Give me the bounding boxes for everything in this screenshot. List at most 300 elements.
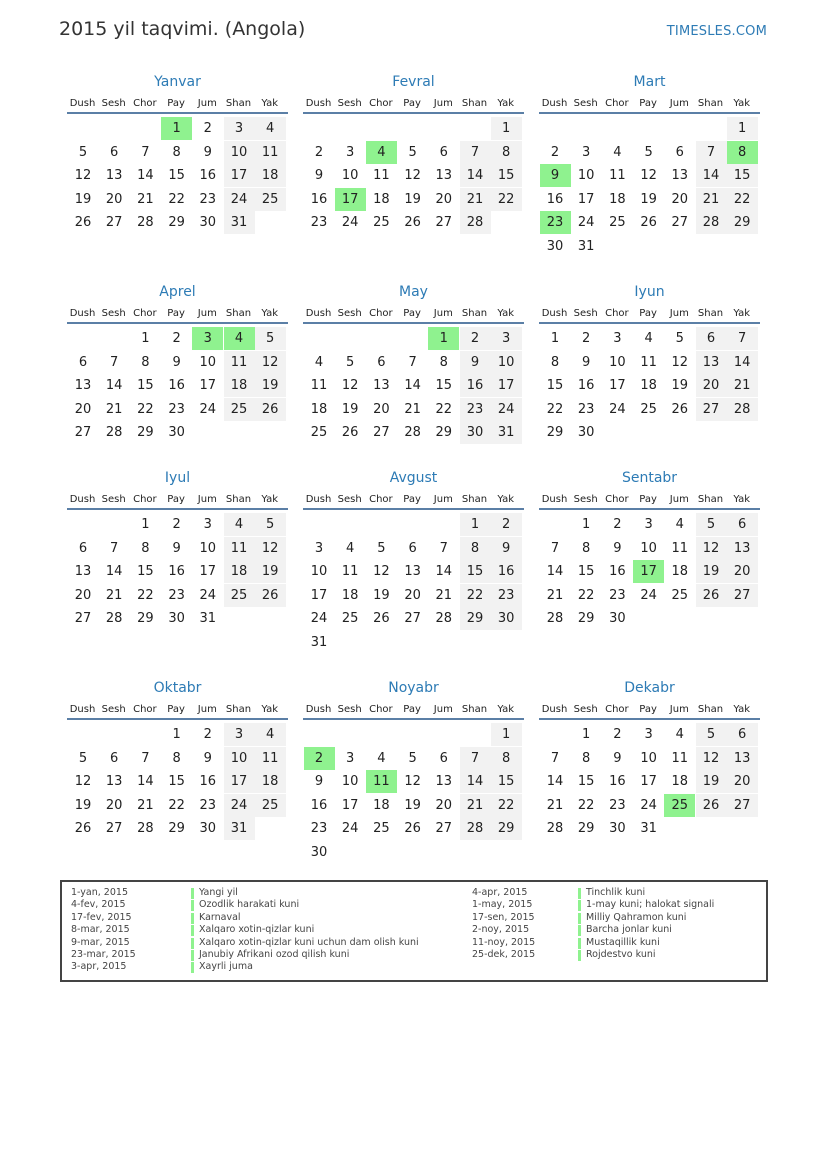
day-cell: 4 [346, 540, 355, 556]
day-cell: 9 [172, 540, 181, 556]
day-cell: 18 [373, 797, 390, 813]
day-cell: 12 [74, 774, 92, 790]
day-cell: 5 [255, 513, 286, 536]
day-cell: 25 [373, 215, 390, 231]
day-cell: 24 [577, 215, 595, 231]
day-cell: 28 [137, 215, 154, 231]
day-cell: 19 [696, 770, 727, 793]
day-cell: 30 [609, 821, 626, 837]
day-cell: 16 [199, 168, 217, 184]
holiday-color-marker [191, 925, 194, 936]
weekday-label: Jum [197, 704, 217, 715]
day-cell: 12 [640, 168, 657, 184]
day-cell: 15 [491, 164, 522, 187]
day-cell: 21 [137, 191, 154, 207]
day-cell: 26 [255, 398, 286, 421]
month-name: May [399, 284, 428, 300]
day-cell: 11 [255, 747, 286, 770]
day-cell: 14 [105, 378, 123, 394]
day-cell: 5 [696, 513, 727, 536]
day-cell: 14 [460, 770, 491, 793]
day-cell: 1 [172, 727, 181, 742]
day-cell: 19 [404, 797, 421, 813]
day-cell: 16 [310, 191, 328, 207]
weekday-label: Chor [605, 308, 629, 319]
weekday-label: Dush [305, 704, 332, 715]
holiday-day-cell: 3 [192, 327, 223, 350]
legend-holiday-name: Milliy Qahramon kuni [586, 911, 687, 923]
weekday-label: Jum [669, 98, 689, 109]
day-cell: 12 [696, 537, 727, 560]
month-name: Mart [633, 74, 666, 90]
weekday-label: Chor [369, 308, 393, 319]
day-cell: 24 [609, 401, 626, 417]
day-cell: 24 [341, 821, 359, 837]
day-cell: 15 [546, 378, 564, 394]
holiday-day-cell: 4 [366, 141, 397, 164]
day-cell: 19 [671, 378, 689, 394]
day-cell: 9 [314, 774, 324, 790]
day-cell: 1 [727, 117, 758, 140]
day-cell: 23 [310, 215, 328, 231]
day-cell: 23 [168, 401, 185, 417]
day-cell: 1 [582, 517, 591, 532]
weekday-header [539, 96, 760, 114]
day-cell: 17 [609, 378, 626, 394]
weekday-label: Pay [167, 704, 185, 715]
weekday-label: Shan [697, 494, 724, 505]
day-cell: 13 [696, 351, 727, 374]
day-cell: 10 [310, 564, 328, 580]
holiday-day-cell: 1 [428, 327, 459, 350]
legend-holiday-name: Yangi yil [199, 887, 238, 898]
weekday-label: Pay [639, 704, 657, 715]
day-cell: 31 [491, 421, 522, 444]
day-cell: 29 [577, 611, 595, 627]
legend-date: 25-dek, 2015 [472, 949, 536, 960]
day-cell: 27 [435, 215, 453, 231]
weekday-label: Jum [669, 494, 689, 505]
month-name: Aprel [159, 284, 196, 300]
day-cell: 16 [609, 564, 626, 580]
day-cell: 16 [168, 564, 185, 580]
day-cell: 29 [168, 215, 185, 231]
day-cell: 18 [255, 770, 286, 793]
day-cell: 16 [168, 378, 185, 394]
day-cell: 5 [675, 331, 684, 346]
day-cell: 21 [546, 587, 564, 603]
day-cell: 13 [435, 168, 453, 184]
day-cell: 13 [373, 378, 390, 394]
weekday-label: Chor [605, 704, 629, 715]
day-cell: 30 [199, 215, 217, 231]
day-cell: 2 [582, 331, 591, 346]
day-cell: 23 [310, 821, 328, 837]
day-cell: 12 [373, 564, 390, 580]
day-cell: 18 [373, 191, 390, 207]
holiday-color-marker [578, 950, 581, 961]
day-cell: 1 [460, 513, 491, 536]
day-cell: 16 [460, 374, 491, 397]
day-cell: 22 [168, 191, 185, 207]
day-cell: 27 [727, 584, 758, 607]
legend-date: 8-mar, 2015 [71, 924, 130, 936]
legend-date: 3-apr, 2015 [71, 961, 127, 973]
day-cell: 25 [310, 425, 328, 441]
day-cell: 31 [640, 821, 657, 837]
day-cell: 16 [491, 560, 522, 583]
day-cell: 1 [491, 117, 522, 140]
day-cell: 18 [341, 587, 359, 603]
day-cell: 16 [577, 378, 595, 394]
weekday-label: Shan [697, 308, 724, 319]
day-cell: 12 [255, 537, 286, 560]
day-cell: 9 [613, 750, 622, 766]
day-cell: 6 [110, 144, 119, 160]
weekday-label: Sesh [101, 494, 126, 505]
weekday-label: Jum [433, 494, 453, 505]
holiday-color-marker [578, 913, 581, 924]
day-cell: 15 [460, 560, 491, 583]
legend-holiday-name: 1-may kuni; halokat signali [586, 899, 715, 911]
legend-date: 1-may, 2015 [472, 899, 533, 911]
weekday-label: Dush [541, 494, 568, 505]
day-cell: 24 [640, 587, 657, 603]
weekday-label: Sesh [337, 494, 362, 505]
day-cell: 22 [137, 401, 154, 417]
day-cell: 29 [491, 817, 522, 840]
legend-holiday-name: Rojdestvo kuni [586, 949, 656, 960]
day-cell: 11 [255, 141, 286, 164]
weekday-label: Chor [369, 494, 393, 505]
day-cell: 21 [696, 188, 727, 211]
day-cell: 5 [346, 354, 355, 370]
weekday-label: Chor [369, 98, 393, 109]
day-cell: 17 [577, 191, 595, 207]
day-cell: 24 [199, 587, 217, 603]
weekday-header [303, 492, 524, 510]
day-cell: 30 [199, 821, 217, 837]
day-cell: 31 [310, 635, 328, 650]
day-cell: 20 [74, 587, 92, 603]
day-cell: 8 [491, 141, 522, 164]
legend-date: 23-mar, 2015 [71, 949, 136, 960]
weekday-label: Chor [605, 98, 629, 109]
weekday-header [67, 96, 288, 114]
day-cell: 7 [696, 141, 727, 164]
day-cell: 25 [671, 587, 689, 603]
day-cell: 15 [727, 164, 758, 187]
day-cell: 24 [224, 188, 255, 211]
weekday-label: Yak [733, 494, 751, 505]
day-cell: 30 [609, 611, 626, 627]
legend-date: 9-mar, 2015 [71, 936, 130, 948]
day-cell: 3 [644, 517, 653, 532]
weekday-label: Shan [697, 98, 724, 109]
day-cell: 17 [199, 378, 217, 394]
day-cell: 5 [78, 750, 88, 766]
weekday-label: Pay [403, 494, 421, 505]
day-cell: 28 [105, 611, 123, 627]
day-cell: 8 [172, 144, 181, 160]
day-cell: 30 [546, 239, 564, 254]
day-cell: 23 [491, 584, 522, 607]
day-cell: 29 [168, 821, 185, 837]
day-cell: 16 [546, 191, 564, 207]
day-cell: 27 [105, 821, 123, 837]
day-cell: 8 [460, 537, 491, 560]
day-cell: 7 [408, 354, 417, 370]
day-cell: 1 [550, 331, 560, 346]
day-cell: 7 [727, 327, 758, 350]
day-cell: 12 [74, 168, 92, 184]
legend-date: 17-fev, 2015 [71, 911, 132, 923]
day-cell: 20 [696, 374, 727, 397]
day-cell: 9 [613, 540, 622, 556]
day-cell: 14 [460, 164, 491, 187]
day-cell: 20 [105, 797, 123, 813]
day-cell: 7 [550, 540, 560, 556]
day-cell: 4 [644, 331, 653, 346]
weekday-label: Pay [639, 308, 657, 319]
legend-date: 4-apr, 2015 [472, 887, 528, 898]
day-cell: 26 [255, 584, 286, 607]
day-cell: 17 [640, 774, 657, 790]
day-cell: 18 [255, 164, 286, 187]
weekday-label: Pay [167, 98, 185, 109]
day-cell: 21 [105, 401, 123, 417]
day-cell: 2 [460, 327, 491, 350]
day-cell: 22 [727, 188, 758, 211]
legend-holiday-name: Xalqaro xotin-qizlar kuni [199, 924, 315, 936]
weekday-label: Jum [669, 308, 689, 319]
holiday-day-cell: 17 [335, 188, 366, 211]
day-cell: 21 [105, 587, 123, 603]
legend-holiday-name: Mustaqillik kuni [586, 936, 660, 948]
holiday-color-marker [578, 925, 581, 936]
day-cell: 24 [341, 215, 359, 231]
day-cell: 2 [613, 517, 622, 532]
legend-holiday-name: Barcha jonlar kuni [586, 924, 672, 936]
day-cell: 6 [675, 144, 684, 160]
day-cell: 23 [168, 587, 185, 603]
weekday-label: Sesh [573, 704, 598, 715]
weekday-header [539, 306, 760, 324]
day-cell: 2 [203, 121, 212, 136]
day-cell: 14 [137, 774, 154, 790]
day-cell: 5 [78, 144, 88, 160]
day-cell: 5 [255, 327, 286, 350]
weekday-label: Pay [167, 494, 185, 505]
day-cell: 11 [609, 168, 626, 184]
weekday-label: Shan [461, 494, 488, 505]
day-cell: 15 [168, 774, 185, 790]
day-cell: 23 [199, 797, 217, 813]
day-cell: 15 [577, 774, 595, 790]
day-cell: 13 [435, 774, 453, 790]
weekday-label: Sesh [337, 308, 362, 319]
holiday-color-marker [578, 938, 581, 949]
day-cell: 21 [460, 188, 491, 211]
day-cell: 23 [609, 797, 626, 813]
day-cell: 20 [404, 587, 421, 603]
weekday-label: Chor [133, 704, 157, 715]
day-cell: 2 [314, 144, 324, 160]
weekday-label: Jum [197, 494, 217, 505]
weekday-header [303, 306, 524, 324]
day-cell: 18 [224, 560, 255, 583]
day-cell: 14 [696, 164, 727, 187]
day-cell: 27 [727, 794, 758, 817]
day-cell: 1 [582, 727, 591, 742]
day-cell: 8 [141, 540, 150, 556]
day-cell: 4 [224, 513, 255, 536]
day-cell: 21 [460, 794, 491, 817]
day-cell: 10 [341, 168, 359, 184]
day-cell: 10 [609, 354, 626, 370]
day-cell: 7 [460, 747, 491, 770]
legend-holiday-name: Ozodlik harakati kuni [199, 899, 300, 911]
day-cell: 29 [137, 425, 154, 441]
weekday-label: Dush [69, 704, 96, 715]
day-cell: 24 [310, 611, 328, 627]
weekday-label: Sesh [101, 308, 126, 319]
day-cell: 30 [310, 845, 328, 860]
day-cell: 7 [110, 540, 119, 556]
month-name: Sentabr [621, 470, 678, 486]
legend-holiday-name: Karnaval [199, 911, 241, 923]
day-cell: 6 [78, 354, 88, 370]
day-cell: 3 [203, 517, 212, 532]
weekday-label: Sesh [573, 98, 598, 109]
holiday-day-cell: 2 [304, 747, 335, 770]
day-cell: 19 [74, 797, 92, 813]
day-cell: 20 [373, 401, 390, 417]
day-cell: 4 [675, 517, 684, 532]
day-cell: 22 [577, 587, 595, 603]
weekday-label: Dush [305, 308, 332, 319]
weekday-header [539, 702, 760, 720]
legend-holiday-name: Xayrli juma [199, 961, 253, 973]
day-cell: 13 [727, 747, 758, 770]
day-cell: 1 [491, 723, 522, 746]
day-cell: 16 [199, 774, 217, 790]
day-cell: 22 [435, 401, 453, 417]
day-cell: 17 [491, 374, 522, 397]
day-cell: 10 [341, 774, 359, 790]
day-cell: 5 [408, 144, 417, 160]
weekday-label: Shan [225, 704, 252, 715]
day-cell: 1 [141, 331, 150, 346]
day-cell: 31 [199, 611, 217, 627]
day-cell: 2 [613, 727, 622, 742]
day-cell: 6 [377, 354, 386, 370]
day-cell: 15 [491, 770, 522, 793]
day-cell: 7 [141, 144, 150, 160]
weekday-label: Yak [261, 704, 279, 715]
day-cell: 28 [435, 611, 453, 627]
day-cell: 30 [168, 425, 185, 441]
day-cell: 29 [727, 211, 758, 234]
day-cell: 2 [172, 331, 181, 346]
day-cell: 14 [727, 351, 758, 374]
day-cell: 25 [373, 821, 390, 837]
brand-link[interactable]: TIMESLES.COM [666, 24, 767, 39]
day-cell: 22 [546, 401, 564, 417]
weekday-label: Jum [669, 704, 689, 715]
day-cell: 30 [491, 607, 522, 630]
day-cell: 19 [74, 191, 92, 207]
day-cell: 17 [341, 797, 359, 813]
day-cell: 8 [582, 540, 591, 556]
legend-holiday-name: Xalqaro xotin-qizlar kuni uchun dam olish kuni [199, 936, 419, 948]
weekday-label: Chor [133, 308, 157, 319]
weekday-label: Yak [261, 98, 279, 109]
weekday-label: Shan [461, 308, 488, 319]
day-cell: 27 [404, 611, 421, 627]
day-cell: 5 [408, 750, 417, 766]
month-name: Iyun [634, 284, 665, 300]
day-cell: 17 [224, 164, 255, 187]
day-cell: 13 [74, 564, 92, 580]
day-cell: 5 [644, 144, 653, 160]
day-cell: 20 [727, 560, 758, 583]
day-cell: 22 [460, 584, 491, 607]
day-cell: 6 [110, 750, 119, 766]
day-cell: 22 [168, 797, 185, 813]
day-cell: 10 [640, 540, 657, 556]
day-cell: 28 [460, 211, 491, 234]
weekday-label: Dush [541, 308, 568, 319]
holiday-day-cell: 4 [224, 327, 255, 350]
day-cell: 19 [640, 191, 657, 207]
day-cell: 2 [550, 144, 560, 160]
day-cell: 18 [640, 378, 657, 394]
day-cell: 9 [460, 351, 491, 374]
weekday-header [67, 492, 288, 510]
day-cell: 10 [199, 540, 217, 556]
day-cell: 28 [546, 821, 564, 837]
weekday-label: Sesh [573, 308, 598, 319]
day-cell: 15 [435, 378, 453, 394]
month-name: Avgust [389, 470, 438, 486]
page-title: 2015 yil taqvimi. (Angola) [59, 18, 306, 40]
weekday-label: Dush [69, 308, 96, 319]
weekday-label: Jum [433, 308, 453, 319]
day-cell: 18 [310, 401, 328, 417]
day-cell: 27 [74, 611, 92, 627]
day-cell: 26 [341, 425, 359, 441]
day-cell: 9 [491, 537, 522, 560]
day-cell: 6 [727, 513, 758, 536]
day-cell: 7 [460, 141, 491, 164]
weekday-label: Jum [433, 98, 453, 109]
day-cell: 15 [137, 378, 154, 394]
day-cell: 31 [224, 211, 255, 234]
weekday-label: Jum [433, 704, 453, 715]
day-cell: 4 [255, 117, 286, 140]
day-cell: 27 [671, 215, 689, 231]
day-cell: 27 [373, 425, 390, 441]
day-cell: 22 [491, 794, 522, 817]
day-cell: 6 [727, 723, 758, 746]
weekday-label: Sesh [101, 704, 126, 715]
weekday-label: Shan [461, 98, 488, 109]
day-cell: 1 [141, 517, 150, 532]
holiday-day-cell: 8 [727, 141, 758, 164]
day-cell: 26 [696, 584, 727, 607]
day-cell: 10 [224, 747, 255, 770]
